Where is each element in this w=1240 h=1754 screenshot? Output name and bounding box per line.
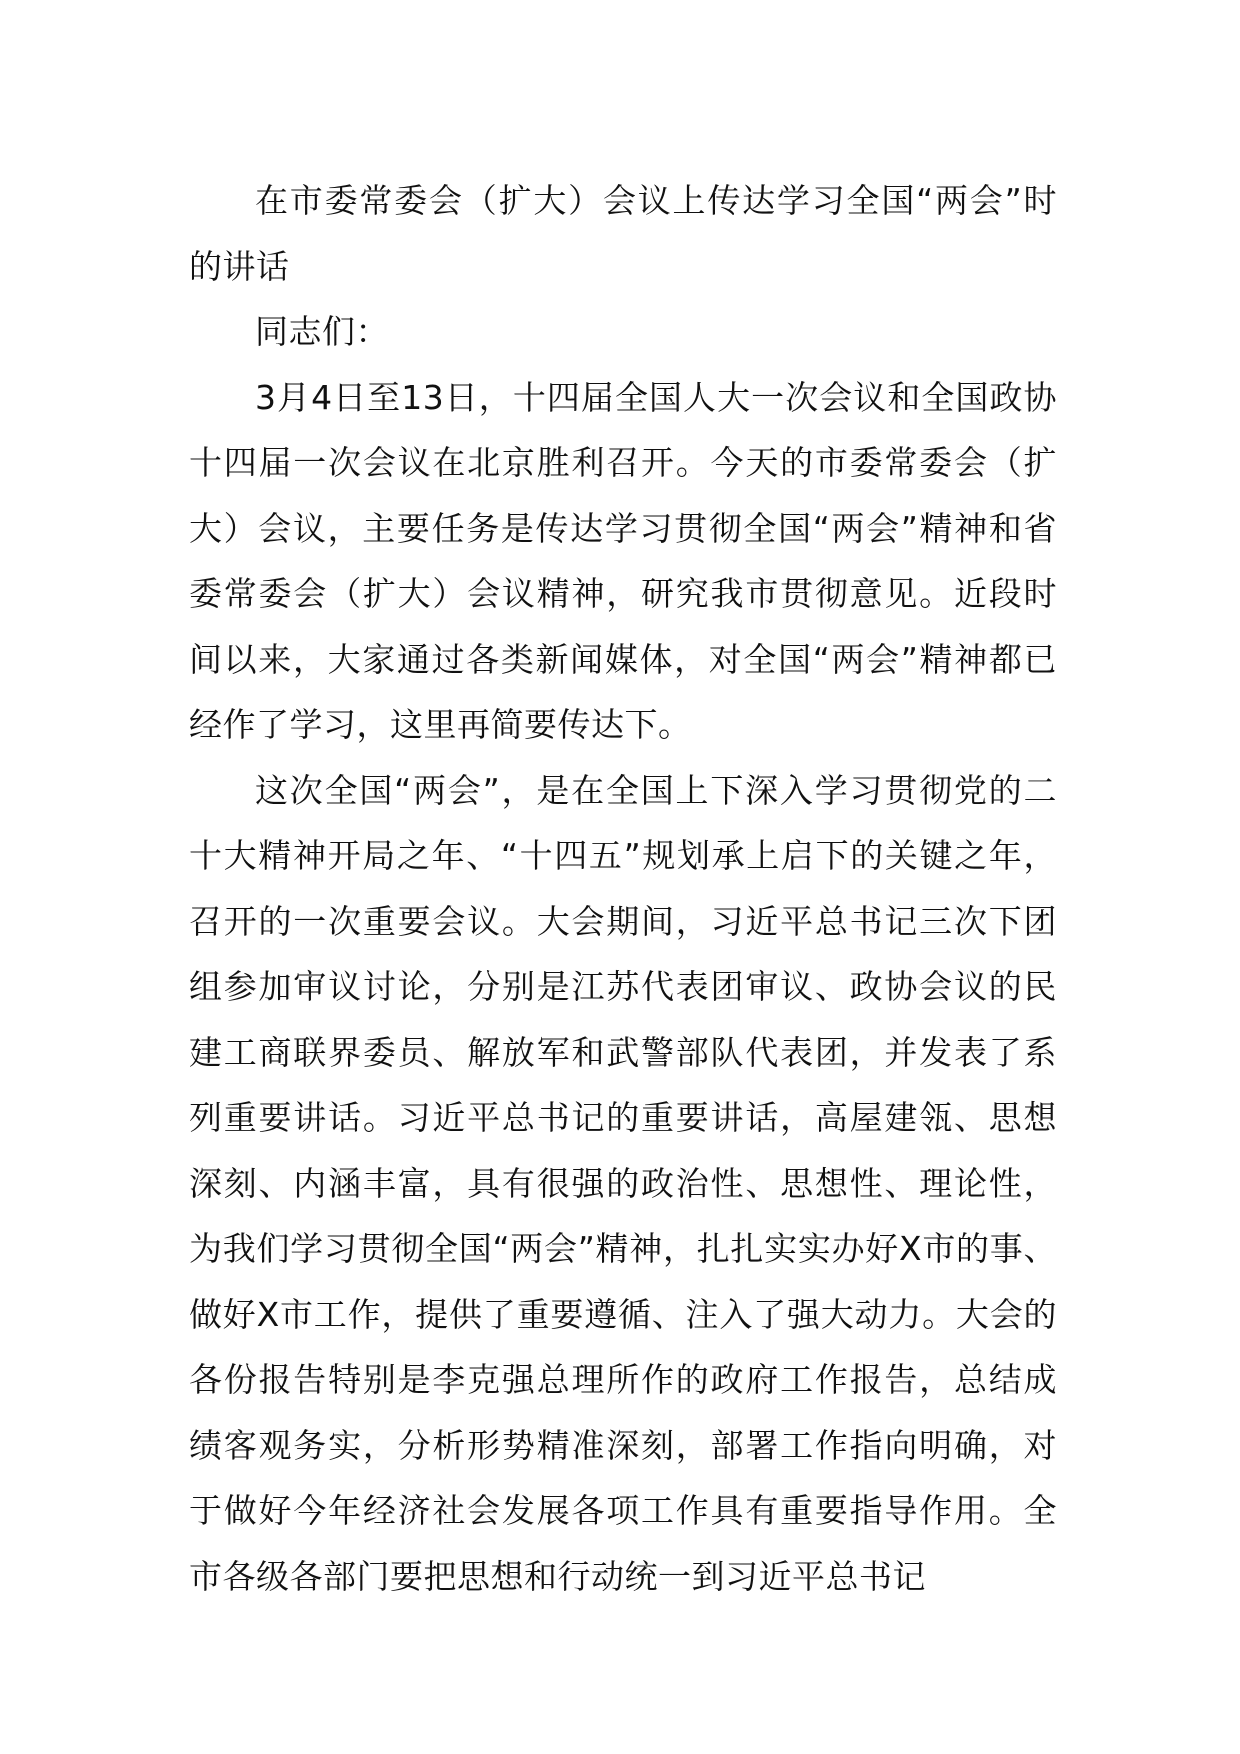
document-page [189,168,1057,1609]
salutation: 同志们： [255,312,389,351]
document-title: 在市委常委会（扩大）会议上传达学习全国“两会”时的讲话 [189,181,1057,286]
body-paragraph-2: 这次全国“两会”，是在全国上下深入学习贯彻党的二十大精神开局之年、“十四五”规划承上启下的关键之年，召开的一次重要会议。大会期间，习近平总书记三次下团组参加审议讨论，分别是江苏代表团审议、政协会议的民建工商联界委员、解放军和武警部队代表团，并发表了系列重要讲话。习近平总书记的重要讲话，高屋建瓴、思想深刻、内涵丰富，具有很强的政治性、思想性、理论性，为我们学习贯彻全国“两会”精神，扎扎实实办好X市的事、做好X市工作，提供了重要遵循、注入了强大动力。大会的各份报告特别是李克强总理所作的政府工作报告，总结成绩客观务实，分析形势精准深刻，部署工作指向明确，对于做好今年经济社会发展各项工作具有重要指导作用。全市各级各部门要把思想和行动统一到习近平总书记 [189,770,1057,1596]
body-paragraph-1: 3月4日至13日，十四届全国人大一次会议和全国政协十四届一次会议在北京胜利召开。今天的市委常委会（扩大）会议，主要任务是传达学习贯彻全国“两会”精神和省委常委会（扩大）会议精神，研究我市贯彻意见。近段时间以来，大家通过各类新闻媒体，对全国“两会”精神都已经作了学习，这里再简要传达下。 [189,377,1057,744]
